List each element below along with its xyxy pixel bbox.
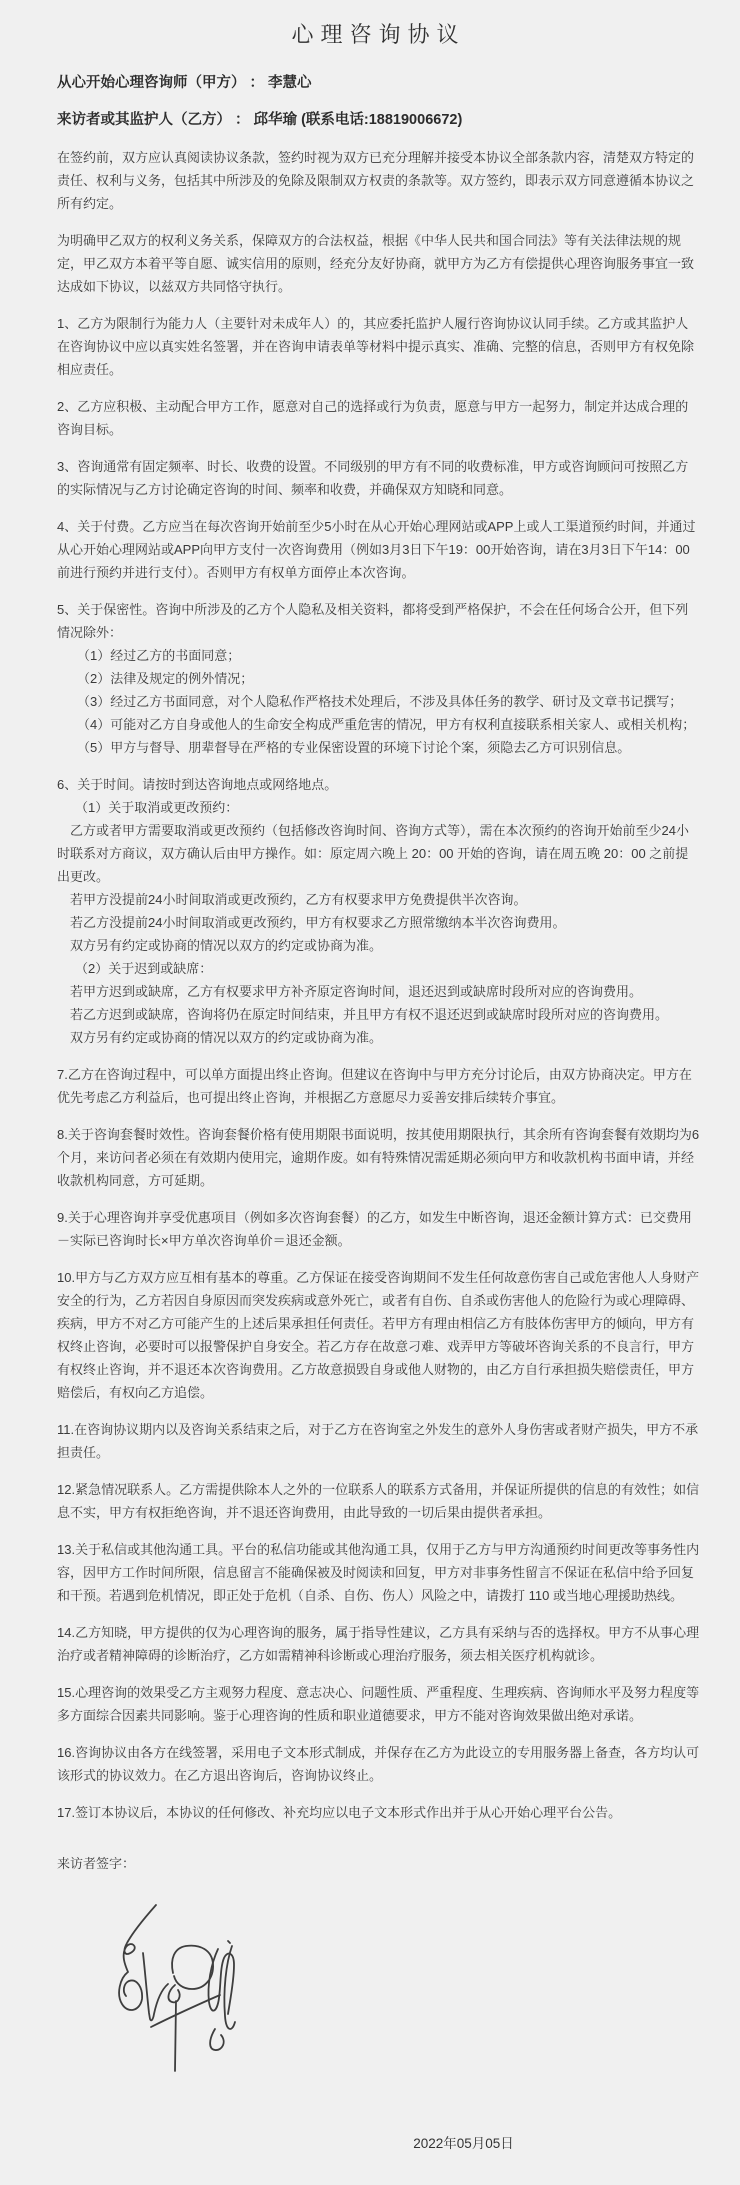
visitor-signature-label: 来访者签字： [57,1856,136,1871]
signature-date: 2022年05月05日 [413,2136,514,2151]
clause-6-sub-1-para-3: 若乙方没提前24小时间取消或更改预约，甲方有权要求乙方照常缴纳本半次咨询费用。 [70,915,566,930]
clause-7: 7.乙方在咨询过程中，可以单方面提出终止咨询。但建议在咨询中与甲方充分讨论后，由双方协商决定。甲方在优先考虑乙方利益后，也可提出终止咨询，并根据乙方意愿尽力妥善安排后续转介事宜。 [57,1067,692,1105]
party-a-line: 从心开始心理咨询师（甲方） ： 李慧心 [57,75,312,91]
clause-6 [57,773,700,1049]
clause-10: 10.甲方与乙方双方应互相有基本的尊重。乙方保证在接受咨询期间不发生任何故意伤害自己或危害他人人身财产安全的行为，乙方若因自身原因而突发疾病或意外死亡，或者有自伤、自杀或伤害他人的危险行为或心理障碍、疾病，甲方不对乙方可能产生的上述后果承担任何责任。若甲方有理由相信乙方有肢体伤害甲方的倾向，甲方有权终止咨询，必要时可以报警保护自身安全。若乙方存在故意刁难、戏弄甲方等破坏咨询关系的不良言行，甲方有权终止咨询，并不退还本次咨询费用。乙方故意损毁自身或他人财物的，由乙方自行承担损失赔偿责任，甲方赔偿后，有权向乙方追偿。 [57,1270,700,1400]
clause-5-item-1: （1）经过乙方的书面同意； [77,648,241,663]
clause-6-sub-1-para-2: 若甲方没提前24小时间取消或更改预约，乙方有权要求甲方免费提供半次咨询。 [70,892,527,907]
clause-6-sub-2-heading: （2）关于迟到或缺席： [75,961,213,976]
clause-15: 15.心理咨询的效果受乙方主观努力程度、意志决心、问题性质、严重程度、生理疾病、咨询师水平及努力程度等多方面综合因素共同影响。鉴于心理咨询的性质和职业道德要求，甲方不能对咨询效果做出绝对承诺。 [57,1685,700,1723]
clause-16: 16.咨询协议由各方在线签署，采用电子文本形式制成，并保存在乙方为此设立的专用服务器上备查，各方均认可该形式的协议效力。在乙方退出咨询后，咨询协议终止。 [57,1745,700,1783]
clause-3: 3、咨询通常有固定频率、时长、收费的设置。不同级别的甲方有不同的收费标准，甲方或咨询顾问可按照乙方的实际情况与乙方讨论确定咨询的时间、频率和收费，并确保双方知晓和同意。 [57,459,689,497]
signature-scrawl-icon [115,1901,241,2076]
clause-12: 12.紧急情况联系人。乙方需提供除本人之外的一位联系人的联系方式备用，并保证所提供的信息的有效性；如信息不实，甲方有权拒绝咨询，并不退还咨询费用，由此导致的一切后果由提供者承担。 [57,1482,700,1520]
clause-6-sub-2-para-1: 若甲方迟到或缺席，乙方有权要求甲方补齐原定咨询时间，退还迟到或缺席时段所对应的咨询费用。 [70,984,643,999]
clause-5-item-4: （4）可能对乙方自身或他人的生命安全构成严重危害的情况，甲方有权利直接联系相关家人、或相关机构； [77,717,696,732]
clause-2: 2、乙方应积极、主动配合甲方工作，愿意对自己的选择或行为负责，愿意与甲方一起努力，制定并达成合理的咨询目标。 [57,399,689,437]
clause-6-sub-2-para-3: 双方另有约定或协商的情况以双方的约定或协商为准。 [70,1030,383,1045]
clause-5-text: 5、关于保密性。咨询中所涉及的乙方个人隐私及相关资料，都将受到严格保护，不会在任何场合公开，但下列情况除外： [57,602,689,640]
clause-6-text: 6、关于时间。请按时到达咨询地点或网络地点。 [57,777,338,792]
clause-1: 1、乙方为限制行为能力人（主要针对未成年人）的，其应委托监护人履行咨询协议认同手续。乙方或其监护人在咨询协议中应以真实姓名签署，并在咨询申请表单等材料中提示真实、准确、完整的信息，否则甲方有权免除相应责任。 [57,316,695,377]
clause-5-item-5: （5）甲方与督导、朋辈督导在严格的专业保密设置的环境下讨论个案，须隐去乙方可识别信息。 [77,740,631,755]
intro-paragraph-1: 在签约前，双方应认真阅读协议条款，签约时视为双方已充分理解并接受本协议全部条款内容，清楚双方特定的责任、权利与义务，包括其中所涉及的免除及限制双方权责的条款等。双方签约，即表示双方同意遵循本协议之所有约定。 [57,150,695,211]
clause-8: 8.关于咨询套餐时效性。咨询套餐价格有使用期限书面说明，按其使用期限执行，其余所有咨询套餐有效期均为6个月，来访问者必须在有效期内使用完，逾期作废。如有特殊情况需延期必须向甲方和收款机构书面申请，并经收款机构同意，方可延期。 [57,1127,700,1188]
clause-6-sub-2-para-2: 若乙方迟到或缺席，咨询将仍在原定时间结束，并且甲方有权不退还迟到或缺席时段所对应的咨询费用。 [70,1007,669,1022]
clause-5-item-3: （3）经过乙方书面同意，对个人隐私作严格技术处理后，不涉及具体任务的教学、研讨及文章书记撰写； [77,694,683,709]
clause-6-sub-1-heading: （1）关于取消或更改预约： [75,800,239,815]
clause-9: 9.关于心理咨询并享受优惠项目（例如多次咨询套餐）的乙方，如发生中断咨询，退还金额计算方式：已交费用－实际已咨询时长×甲方单次咨询单价＝退还金额。 [57,1210,692,1248]
clause-11: 11.在咨询协议期内以及咨询关系结束之后，对于乙方在咨询室之外发生的意外人身伤害或者财产损失，甲方不承担责任。 [57,1422,699,1460]
clause-6-sub-1-para-4: 双方另有约定或协商的情况以双方的约定或协商为准。 [70,938,383,953]
clause-17: 17.签订本协议后，本协议的任何修改、补充均应以电子文本形式作出并于从心开始心理平台公告。 [57,1805,622,1820]
clause-4: 4、关于付费。乙方应当在每次咨询开始前至少5小时在从心开始心理网站或APP上或人工渠道预约时间，并通过从心开始心理网站或APP向甲方支付一次咨询费用（例如3月3日下午19：00开始咨询，请在3月3日下午14：00前进行预约并进行支付）。否则甲方有权单方面停止本次咨询。 [57,519,696,580]
handwritten-signature [115,1901,700,2076]
clause-14: 14.乙方知晓，甲方提供的仅为心理咨询的服务，属于指导性建议，乙方具有采纳与否的选择权。甲方不从事心理治疗或者精神障碍的诊断治疗，乙方如需精神科诊断或心理治疗服务，须去相关医疗机构就诊。 [57,1625,700,1663]
clause-6-sub-1-para-1: 乙方或者甲方需要取消或更改预约（包括修改咨询时间、咨询方式等），需在本次预约的咨询开始前至少24小时联系对方商议，双方确认后由甲方操作。如：原定周六晚上 20：00 开始的咨询，请在周五晚 20：00 之前提出更改。 [57,823,689,884]
clause-5 [57,598,700,759]
page-title: 心理咨询协议 [291,22,466,47]
party-b-line: 来访者或其监护人（乙方） ： 邱华瑜 (联系电话:18819006672) [57,112,463,128]
clause-5-item-2: （2）法律及规定的例外情况； [77,671,254,686]
clause-13: 13.关于私信或其他沟通工具。平台的私信功能或其他沟通工具，仅用于乙方与甲方沟通预约时间更改等事务性内容，因甲方工作时间所限，信息留言不能确保被及时阅读和回复，甲方对非事务性留言不保证在私信中给予回复和干预。若遇到危机情况，即正处于危机（自杀、自伤、伤人）风险之中，请拨打 110 或当地心理援助热线。 [57,1542,700,1603]
intro-paragraph-2: 为明确甲乙双方的权利义务关系，保障双方的合法权益，根据《中华人民共和国合同法》等有关法律法规的规定，甲乙双方本着平等自愿、诚实信用的原则，经充分友好协商，就甲方为乙方有偿提供心理咨询服务事宜一致达成如下协议，以兹双方共同恪守执行。 [57,233,695,294]
